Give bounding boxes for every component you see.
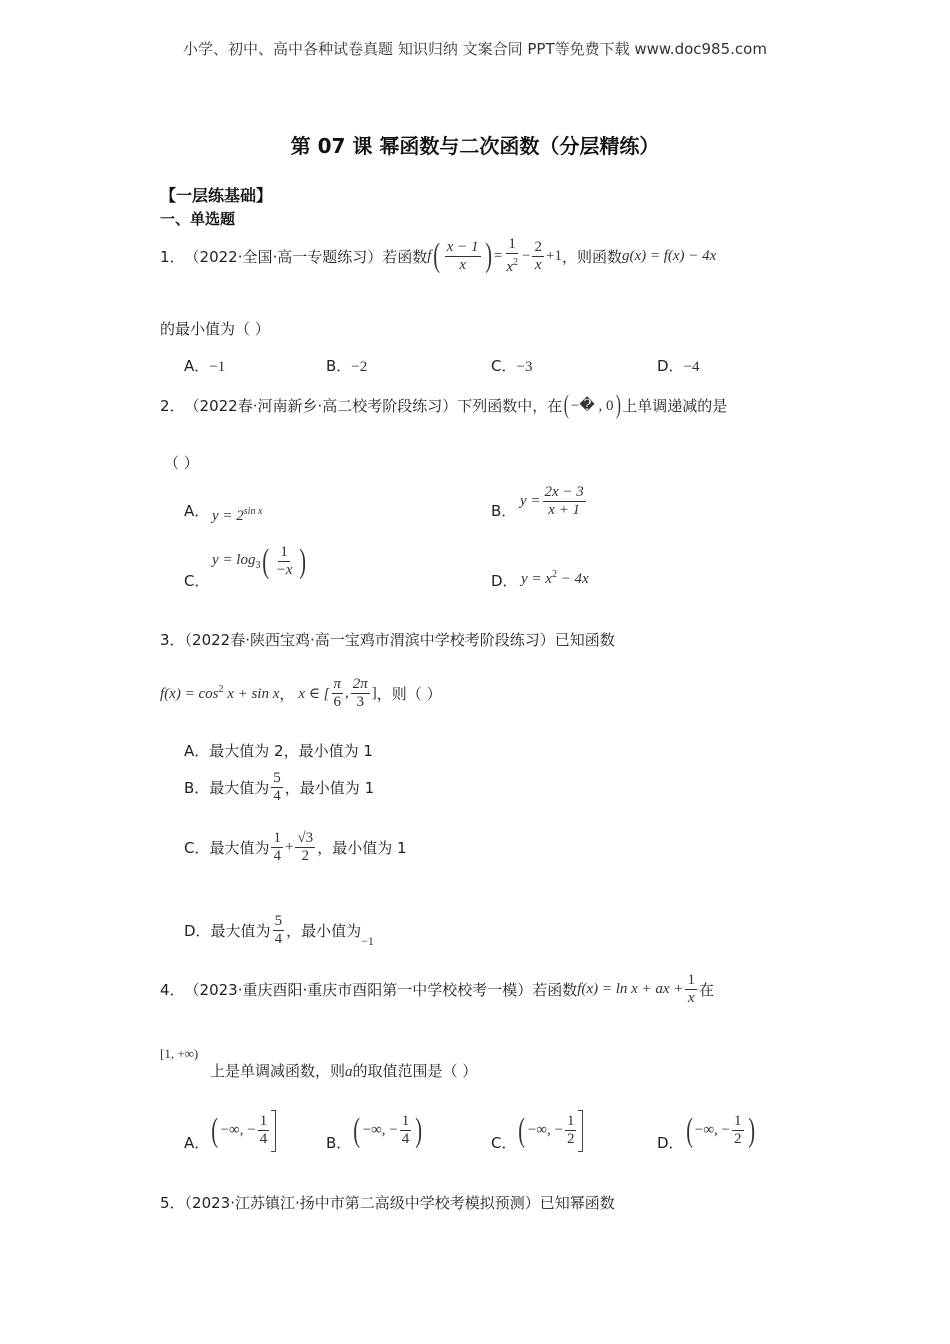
option-value: −4	[683, 359, 700, 375]
numerator: √3	[297, 830, 314, 846]
fraction-pi-6	[332, 676, 344, 711]
option-value: −3	[516, 359, 533, 375]
plus-one: +1	[545, 247, 562, 264]
fraction-sqrt3-2	[295, 830, 315, 865]
denominator: x	[506, 259, 514, 275]
rhs: − 4x	[556, 571, 589, 587]
fraction-1-2	[732, 1113, 744, 1148]
q2-option-a-formula	[212, 506, 262, 525]
question-1-source: （2022·全国·高一专题练习）若函数	[184, 247, 428, 266]
denominator: 4	[401, 1131, 410, 1147]
right-paren: )	[415, 1111, 423, 1149]
right-paren: )	[747, 1111, 755, 1149]
fraction	[274, 544, 295, 579]
numerator: 1	[566, 1113, 575, 1129]
fraction-5-4	[273, 913, 285, 948]
q4-option-a[interactable]	[184, 1108, 276, 1153]
fx-lhs: f(x) = cos	[160, 686, 219, 702]
log: y = log	[212, 552, 256, 568]
exponent: 2	[551, 569, 557, 580]
option-prefix: D．最大值为	[184, 922, 271, 940]
denominator: 2	[301, 848, 310, 864]
fx-lhs: f(x) = ln x + ax +	[577, 981, 684, 997]
fraction-one-over-xsq	[504, 236, 520, 276]
question-4	[160, 972, 714, 1007]
question-3-domain	[298, 676, 376, 711]
question-4-number: 4．	[160, 981, 185, 999]
option-label: A．	[184, 1134, 210, 1152]
fraction-1-2	[565, 1113, 577, 1148]
exponent: 2	[513, 257, 519, 268]
denominator: 2	[566, 1131, 575, 1147]
option-text: −∞, −	[220, 1122, 256, 1138]
numerator: π	[333, 676, 342, 692]
q3-option-b[interactable]	[184, 770, 374, 805]
denominator: 4	[273, 788, 281, 804]
q4-option-d[interactable]	[657, 1108, 757, 1153]
left-paren: (	[353, 1111, 361, 1149]
option-label: A．	[184, 502, 210, 520]
left-paren: (	[685, 1111, 693, 1149]
fraction-arg	[445, 239, 481, 274]
option-suffix: ，最小值为 1	[284, 779, 375, 797]
right-bracket	[578, 1110, 583, 1152]
right-paren: )	[484, 237, 492, 274]
minus: −	[522, 247, 531, 264]
lhs: y =	[520, 493, 541, 509]
q2-option-b[interactable]	[491, 500, 516, 521]
denominator: x	[687, 990, 695, 1006]
fraction-1-4	[271, 830, 283, 865]
arg-denominator: x	[459, 256, 466, 273]
base: y = 2	[212, 508, 244, 524]
q3-option-d[interactable]	[184, 912, 374, 949]
option-label: C．	[491, 1134, 517, 1152]
param-a: a	[345, 1064, 353, 1080]
right-paren: )	[615, 390, 621, 419]
q2-option-a[interactable]	[184, 500, 209, 521]
option-label: C．	[491, 357, 517, 375]
question-5-source: （2023·江苏镇江·扬中市第二高级中学校考模拟预测）已知幂函数	[184, 1194, 615, 1212]
question-1-then: ，则函数	[561, 247, 622, 266]
fraction-1-4	[400, 1113, 412, 1148]
q3-option-c[interactable]	[184, 830, 407, 865]
option-label: B．	[491, 502, 517, 520]
domain-right: ]	[371, 685, 377, 701]
numerator: 2	[534, 238, 542, 255]
option-label: D．	[491, 572, 518, 590]
left-paren: (	[262, 542, 270, 580]
option-value: −1	[209, 359, 226, 375]
question-1-formula-g: g(x) = f(x) − 4x	[621, 247, 717, 264]
question-3-fx	[160, 684, 279, 703]
question-2-number: 2．	[160, 396, 185, 415]
option-value: −1	[361, 934, 374, 948]
option-suffix: ，最小值为 1	[317, 839, 407, 857]
numerator: 2x − 3	[544, 484, 584, 500]
stem-part-2: 的取值范围是（ ）	[352, 1062, 478, 1080]
question-2-tail: 上单调递减的是	[622, 396, 728, 415]
numerator: 1	[259, 1113, 268, 1129]
fraction-2pi-3	[351, 676, 370, 711]
question-1	[160, 236, 716, 276]
fraction-two-over-x	[532, 239, 544, 274]
numerator: 1	[508, 236, 516, 252]
q1-option-b[interactable]	[326, 355, 367, 376]
numerator: 1	[401, 1113, 410, 1129]
q4-option-c[interactable]	[491, 1108, 583, 1153]
q2-option-c-formula	[212, 544, 308, 579]
denominator: x + 1	[548, 502, 581, 518]
denominator: 3	[356, 694, 365, 710]
exponent: 2	[218, 684, 224, 695]
numerator: 2π	[352, 676, 368, 692]
question-1-stem-cont: 的最小值为（ ）	[160, 320, 270, 338]
option-value: −2	[351, 359, 368, 375]
left-paren: (	[564, 390, 570, 419]
q2-option-b-formula	[520, 484, 588, 519]
question-3-formula-line	[160, 676, 442, 711]
question-4-stem-cont	[210, 1060, 477, 1081]
question-3-number: 3．	[160, 631, 185, 649]
question-3-source: （2022春·陕西宝鸡·高一宝鸡市渭滨中学校考阶段练习）已知函数	[184, 631, 615, 649]
denominator: 4	[274, 931, 283, 947]
option-label: B．	[326, 1134, 352, 1152]
denominator: 4	[259, 1131, 268, 1147]
domain-left: x ∈ [	[298, 686, 330, 702]
numerator: 1	[280, 544, 288, 560]
question-2-stem-cont: （ ）	[164, 454, 199, 472]
left-paren: (	[518, 1111, 526, 1149]
q3-option-a[interactable]: A．最大值为 2，最小值为 1	[184, 742, 373, 760]
fraction	[543, 484, 586, 519]
question-4-source: （2023·重庆酉阳·重庆市酉阳第一中学校校考一模）若函数	[184, 981, 578, 999]
right-paren: )	[298, 542, 306, 580]
option-label: D．	[657, 357, 684, 375]
question-4-zai: 在	[698, 981, 714, 999]
denominator: x	[534, 256, 542, 273]
question-4-formula	[577, 972, 699, 1007]
page-header: 小学、初中、高中各种试卷真题 知识归纳 文案合同 PPT等免费下载 www.doc985.com	[183, 40, 767, 58]
fx-rest: x + sin x	[223, 686, 280, 702]
comma-sep: ,	[345, 685, 349, 701]
option-label: B．	[326, 357, 352, 375]
numerator: 5	[273, 770, 281, 786]
denominator: −x	[275, 562, 293, 578]
question-2	[160, 388, 727, 422]
numerator: 5	[274, 913, 283, 929]
f-symbol: f	[427, 247, 432, 264]
question-3	[160, 629, 615, 650]
option-text: −∞, −	[362, 1122, 398, 1138]
question-4-interval: [1, +∞)	[160, 1046, 199, 1061]
fraction-5-4	[271, 770, 283, 805]
numerator: 1	[687, 972, 695, 988]
q2-option-c[interactable]	[184, 570, 209, 591]
question-1-number: 1．	[160, 247, 185, 266]
question-5	[160, 1192, 615, 1213]
denominator: 6	[333, 694, 342, 710]
comma: ，	[279, 685, 295, 703]
option-label: A．	[184, 357, 210, 375]
option-label: C．	[184, 572, 210, 590]
q4-option-b[interactable]	[326, 1108, 425, 1153]
equals: =	[493, 247, 503, 264]
numerator: 1	[273, 830, 281, 846]
q1-option-c[interactable]	[491, 355, 532, 376]
denominator: 4	[273, 848, 281, 864]
page-title: 第 07 课 幂函数与二次函数（分层精练）	[290, 134, 660, 158]
question-1-formula-f	[427, 236, 562, 276]
left-paren: (	[433, 237, 441, 274]
q1-option-a[interactable]	[184, 355, 225, 376]
right-bracket	[271, 1110, 276, 1152]
left-paren: (	[211, 1111, 219, 1149]
question-3-then: ，则（ ）	[376, 685, 442, 703]
option-prefix: C．最大值为	[184, 839, 270, 857]
interval-text: −� , 0	[570, 397, 614, 414]
option-prefix: B．最大值为	[184, 779, 270, 797]
q2-option-d-formula	[521, 569, 589, 588]
section-heading: 【一层练基础】	[160, 186, 273, 205]
exponent: sin x	[243, 506, 263, 517]
option-suffix: ，最小值为	[286, 922, 362, 940]
option-label: D．	[657, 1134, 684, 1152]
log-base: 3	[255, 560, 261, 571]
option-text: −∞, −	[527, 1122, 563, 1138]
question-type-heading: 一、单选题	[160, 210, 236, 228]
fraction-1-x	[685, 972, 697, 1007]
plus: +	[284, 839, 294, 855]
fraction-1-4	[258, 1113, 270, 1148]
stem-part-1: 上是单调减函数，则	[210, 1062, 346, 1080]
question-2-source: （2022春·河南新乡·高二校考阶段练习）下列函数中，在	[184, 396, 563, 415]
lhs: y = x	[521, 571, 552, 587]
denominator: 2	[734, 1131, 742, 1147]
q2-option-d[interactable]	[491, 570, 518, 591]
option-text: −∞, −	[694, 1122, 731, 1138]
q1-option-d[interactable]	[657, 355, 700, 376]
numerator: 1	[734, 1113, 742, 1129]
question-5-number: 5．	[160, 1194, 185, 1212]
question-2-interval	[562, 388, 622, 422]
arg-numerator: x − 1	[446, 238, 479, 255]
